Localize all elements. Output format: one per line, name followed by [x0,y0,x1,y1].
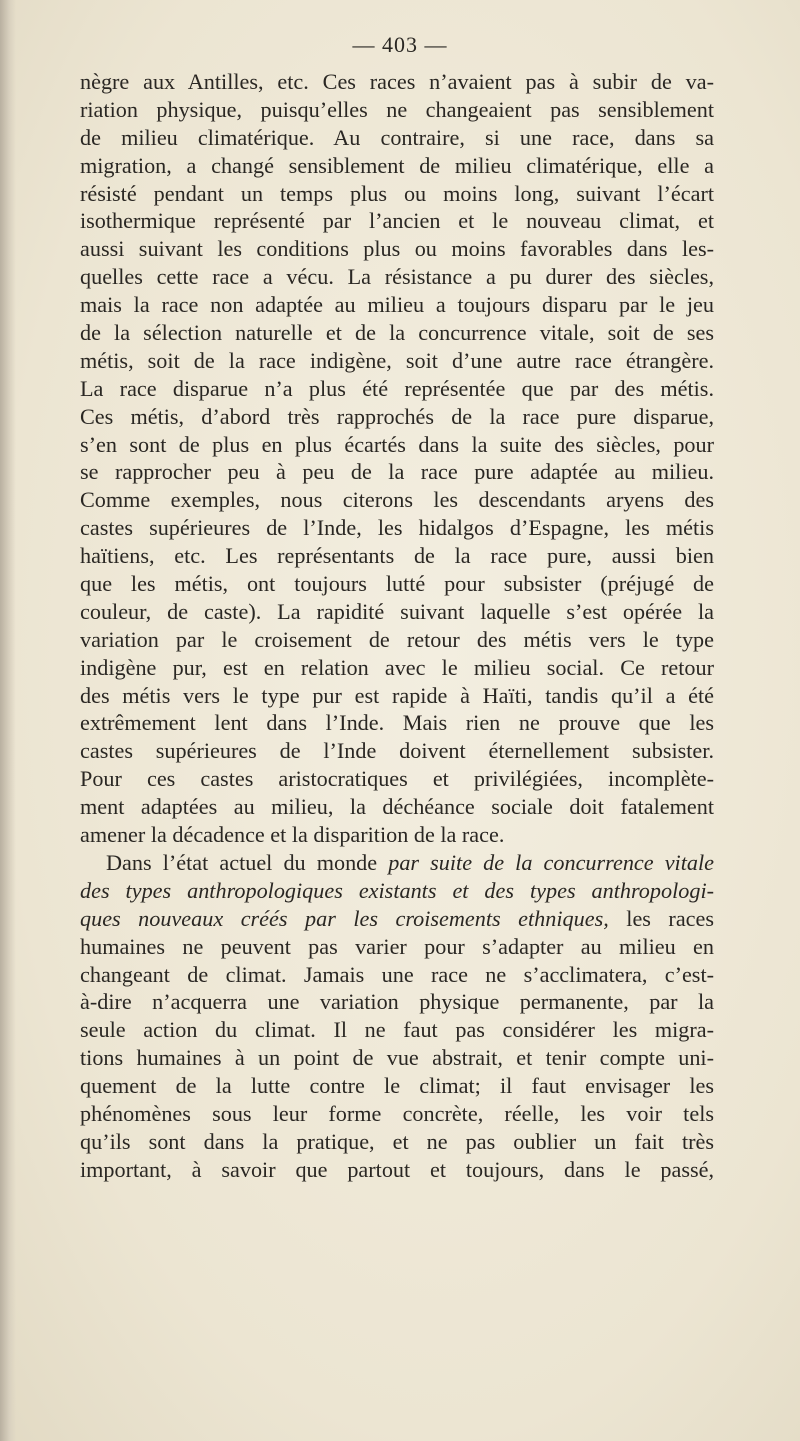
text-line: isothermique représenté par l’ancien et le nouveau climat, et [80,208,714,234]
text-line: changeant de climat. Jamais une race ne s’acclimatera, c’est- [80,961,714,987]
text-line: amener la décadence et la disparition de la race. [80,822,505,848]
text-line: Comme exemples, nous citerons les descendants aryens des [80,487,714,513]
text-line: résisté pendant un temps plus ou moins long, suivant l’écart [80,180,714,206]
italic-run: ques nouveaux créés par les croisements ethniques, [80,905,609,931]
text-line: humaines ne peuvent pas varier pour s’adapter au milieu en [80,933,714,959]
text-line: de la sélection naturelle et de la concurrence vitale, soit de ses [80,320,714,346]
text-line: à-dire n’acquerra une variation physique permanente, par la [80,989,714,1015]
text-line: haïtiens, etc. Les représentants de la race pure, aussi bien [80,543,714,569]
text-line: La race disparue n’a plus été représentée que par des métis. [80,375,714,401]
text-line: qu’ils sont dans la pratique, et ne pas oublier un fait très [80,1128,714,1154]
italic-run: des types anthropologiques existants et des types anthropologi- [80,877,714,903]
text-line: ment adaptées au milieu, la déchéance sociale doit fatalement [80,794,714,820]
text-line: quement de la lutte contre le climat; il faut envisager les [80,1073,714,1099]
text-line: des métis vers le type pur est rapide à Haïti, tandis qu’il a été [80,682,714,708]
page-number-header: — 403 — [352,32,448,57]
text-line: castes supérieures de l’Inde doivent éternellement subsister. [80,738,714,764]
text-line-paragraph-start [80,849,714,877]
text-line: Pour ces castes aristocratiques et privilégiées, incomplète- [80,766,714,792]
text-line: quelles cette race a vécu. La résistance a pu durer des siècles, [80,264,714,290]
text-line: variation par le croisement de retour des métis vers le type [80,626,714,652]
text-line: couleur, de caste). La rapidité suivant laquelle s’est opérée la [80,598,714,624]
text-line: de milieu climatérique. Au contraire, si une race, dans sa [80,124,714,150]
text-line: se rapprocher peu à peu de la race pure adaptée au milieu. [80,459,714,485]
text-run: Dans l’état actuel du monde [106,849,389,875]
text-line: tions humaines à un point de vue abstrait, et tenir compte uni- [80,1045,714,1071]
text-line [80,877,714,905]
text-line: seule action du climat. Il ne faut pas considérer les migra- [80,1017,714,1043]
italic-run: par suite de la concurrence vitale [388,849,714,875]
text-line: migration, a changé sensiblement de milieu climatérique, elle a [80,152,714,178]
text-line: s’en sont de plus en plus écartés dans la suite des siècles, pour [80,431,714,457]
text-line: important, à savoir que partout et toujours, dans le passé, [80,1156,714,1182]
text-line: indigène pur, est en relation avec le milieu social. Ce retour [80,654,714,680]
text-line: extrêmement lent dans l’Inde. Mais rien ne prouve que les [80,710,714,736]
text-line: phénomènes sous leur forme concrète, réelle, les voir tels [80,1100,714,1126]
text-line: aussi suivant les conditions plus ou moins favorables dans les- [80,236,714,262]
text-line: nègre aux Antilles, etc. Ces races n’avaient pas à subir de va- [80,69,714,94]
page-spine-shadow [0,0,16,1441]
text-line: métis, soit de la race indigène, soit d’une autre race étrangère. [80,347,714,373]
text-line: riation physique, puisqu’elles ne changeaient pas sensiblement [80,96,714,122]
body-text [80,68,714,1184]
text-run: les races [608,905,714,931]
text-line: castes supérieures de l’Inde, les hidalgos d’Espagne, les métis [80,515,714,541]
text-line: mais la race non adaptée au milieu a toujours disparu par le jeu [80,292,714,318]
text-line: que les métis, ont toujours lutté pour subsister (préjugé de [80,571,714,597]
text-line: Ces métis, d’abord très rapprochés de la race pure disparue, [80,403,714,429]
text-line [80,905,714,933]
